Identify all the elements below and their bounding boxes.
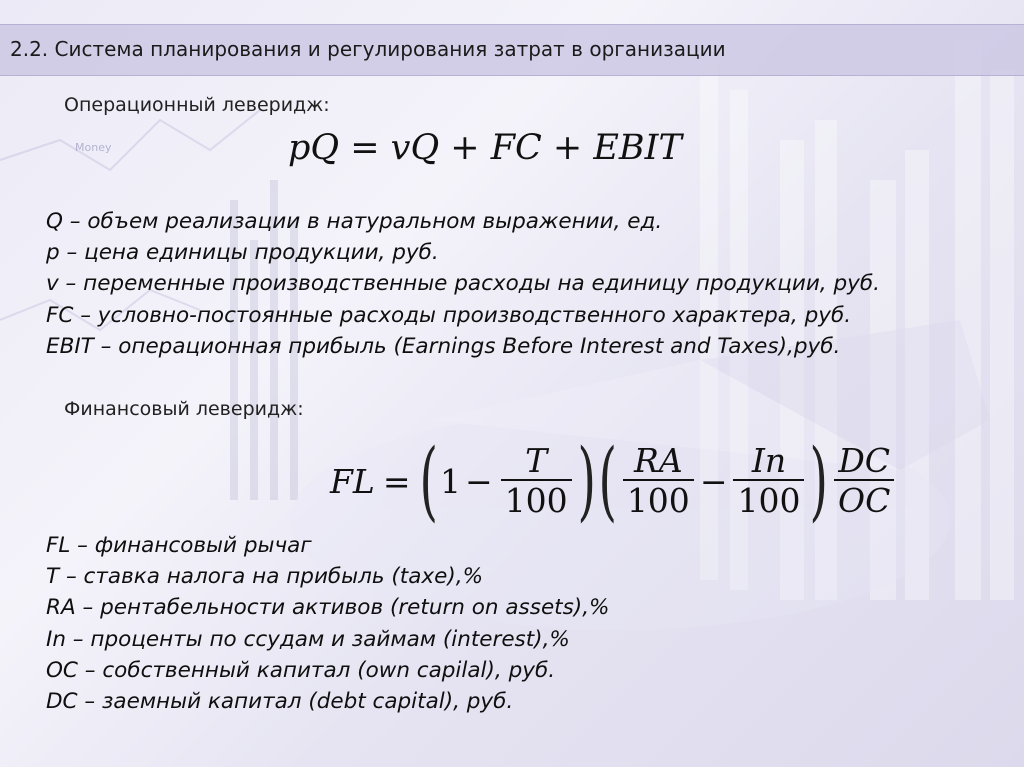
one-term: 1 bbox=[440, 461, 462, 501]
ra-fraction bbox=[623, 440, 694, 520]
tax-numerator: T bbox=[525, 440, 548, 480]
fl-symbol: FL bbox=[330, 461, 375, 501]
in-numerator: In bbox=[751, 440, 787, 480]
definition-q: Q – объем реализации в натуральном выражении, ед. bbox=[46, 209, 663, 234]
operational-leverage-formula: pQ = vQ + FC + EBIT bbox=[288, 128, 682, 168]
operational-definitions bbox=[46, 206, 880, 362]
oc-denominator: OC bbox=[834, 479, 894, 519]
tax-fraction bbox=[501, 440, 572, 520]
financial-leverage-formula bbox=[330, 431, 898, 531]
financial-leverage-heading: Финансовый леверидж: bbox=[64, 398, 304, 420]
money-watermark: Money bbox=[75, 141, 112, 154]
minus-sign-2: − bbox=[699, 461, 728, 501]
definition-oc: OC – собственный капитал (own capilal), руб. bbox=[46, 657, 556, 683]
open-paren-2: ( bbox=[598, 431, 618, 531]
close-paren-2: ) bbox=[810, 431, 829, 531]
equals-sign: = bbox=[382, 461, 411, 501]
definition-dc: DC – заемный капитал (debt capital), руб. bbox=[46, 689, 514, 715]
definition-fl: FL – финансовый рычаг bbox=[46, 533, 312, 558]
financial-definitions bbox=[46, 530, 609, 717]
definition-p: p – цена единицы продукции, руб. bbox=[46, 240, 439, 266]
open-paren: ( bbox=[420, 431, 439, 531]
definition-t: T – ставка налога на прибыль (taxe),% bbox=[46, 564, 483, 590]
definition-fc: FC – условно-постоянные расходы производственного характера, руб. bbox=[46, 302, 852, 328]
dc-oc-fraction bbox=[834, 440, 894, 520]
definition-ra: RA – рентабельности активов (return on assets),% bbox=[46, 595, 610, 621]
operational-leverage-heading: Операционный леверидж: bbox=[64, 94, 330, 116]
in-denominator: 100 bbox=[733, 479, 804, 519]
definition-ebit: EBIT – операционная прибыль (Earnings Before Interest and Taxes),руб. bbox=[46, 333, 841, 359]
minus-sign: − bbox=[465, 461, 493, 501]
slide-title: 2.2. Система планирования и регулирования затрат в организации bbox=[10, 37, 726, 61]
title-bar bbox=[0, 24, 1024, 76]
definition-v: v – переменные производственные расходы на единицу продукции, руб. bbox=[46, 271, 880, 297]
dc-numerator: DC bbox=[838, 440, 891, 480]
ra-numerator: RA bbox=[633, 440, 683, 480]
definition-in: In – проценты по ссудам и займам (interest),% bbox=[46, 626, 570, 652]
close-paren: ) bbox=[577, 431, 596, 531]
tax-denominator: 100 bbox=[501, 479, 572, 519]
in-fraction bbox=[733, 440, 804, 520]
ra-denominator: 100 bbox=[623, 479, 694, 519]
